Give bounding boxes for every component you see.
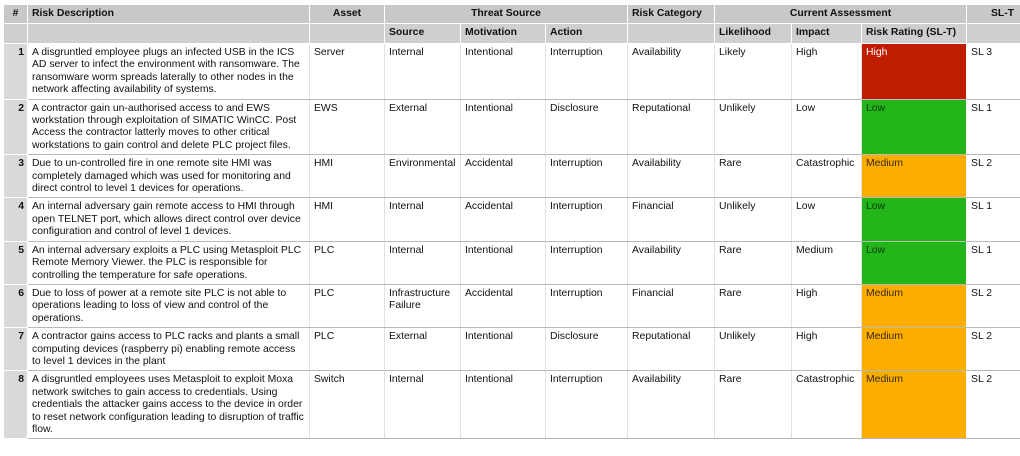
subheader-empty: [967, 24, 1020, 44]
subheader-risk-rating: Risk Rating (SL-T): [862, 24, 967, 44]
impact-cell: Low: [792, 198, 862, 241]
asset-cell: Switch: [310, 371, 385, 439]
likelihood-cell: Unlikely: [715, 99, 792, 155]
asset-cell: PLC: [310, 284, 385, 327]
action-cell: Disclosure: [546, 99, 628, 155]
impact-cell: Low: [792, 99, 862, 155]
action-cell: Interruption: [546, 371, 628, 439]
likelihood-cell: Rare: [715, 155, 792, 198]
slt-cell: SL 1: [967, 99, 1020, 155]
slt-cell: SL 2: [967, 284, 1020, 327]
risk-description-cell: Due to un-controlled fire in one remote site HMI was completely damaged which was used for monitoring and direct control to level 1 devices for operations.: [28, 155, 310, 198]
subheader-row: [4, 24, 1020, 44]
impact-cell: Medium: [792, 241, 862, 284]
action-cell: Interruption: [546, 241, 628, 284]
subheader-empty: [4, 24, 28, 44]
slt-cell: SL 2: [967, 371, 1020, 439]
risk-rating-cell: Medium: [862, 371, 967, 439]
source-cell: Internal: [385, 241, 461, 284]
table-row: [4, 328, 1020, 371]
asset-cell: Server: [310, 44, 385, 100]
table-row: [4, 371, 1020, 439]
likelihood-cell: Unlikely: [715, 328, 792, 371]
source-cell: Internal: [385, 371, 461, 439]
risk-description-cell: A contractor gain un-authorised access to and EWS workstation through exploitation of SIMATIC WinCC. Post Access the contractor latterly moves to other critical workstations to gain control and delete PLC project files.: [28, 99, 310, 155]
header-slt: SL-T: [967, 5, 1020, 24]
source-cell: External: [385, 99, 461, 155]
slt-cell: SL 3: [967, 44, 1020, 100]
risk-rows: [4, 44, 1020, 439]
header-risk-description: Risk Description: [28, 5, 310, 24]
header-asset: Asset: [310, 5, 385, 24]
motivation-cell: Intentional: [461, 328, 546, 371]
risk-description-cell: A disgruntled employee plugs an infected USB in the ICS AD server to infect the environment with ransomware. The ransomware worm spreads laterally to other nodes in the network affecting availability of systems.: [28, 44, 310, 100]
row-number: 4: [4, 198, 28, 241]
risk-category-cell: Financial: [628, 284, 715, 327]
subheader-impact: Impact: [792, 24, 862, 44]
row-number: 2: [4, 99, 28, 155]
risk-category-cell: Availability: [628, 371, 715, 439]
source-cell: Internal: [385, 198, 461, 241]
row-number: 1: [4, 44, 28, 100]
risk-description-cell: A contractor gains access to PLC racks and plants a small computing devices (raspberry pi) enabling remote access to level 1 devices in the plant: [28, 328, 310, 371]
row-number: 3: [4, 155, 28, 198]
row-number: 8: [4, 371, 28, 439]
subheader-action: Action: [546, 24, 628, 44]
risk-description-cell: A disgruntled employees uses Metasploit to exploit Moxa network switches to gain access to credentials. Using credentials the attacker gains access to the device in order to reset network configuration leading to disruption of traffic flow.: [28, 371, 310, 439]
slt-cell: SL 2: [967, 328, 1020, 371]
risk-rating-cell: Low: [862, 99, 967, 155]
table-row: [4, 198, 1020, 241]
impact-cell: Catastrophic: [792, 155, 862, 198]
risk-category-cell: Financial: [628, 198, 715, 241]
header-row: [4, 5, 1020, 24]
source-cell: Infrastructure Failure: [385, 284, 461, 327]
asset-cell: HMI: [310, 198, 385, 241]
asset-cell: PLC: [310, 328, 385, 371]
risk-category-cell: Availability: [628, 44, 715, 100]
likelihood-cell: Rare: [715, 284, 792, 327]
impact-cell: High: [792, 44, 862, 100]
motivation-cell: Accidental: [461, 198, 546, 241]
impact-cell: High: [792, 284, 862, 327]
header-current-assessment: Current Assessment: [715, 5, 967, 24]
risk-rating-cell: High: [862, 44, 967, 100]
risk-category-cell: Reputational: [628, 328, 715, 371]
row-number: 7: [4, 328, 28, 371]
motivation-cell: Intentional: [461, 371, 546, 439]
row-number: 6: [4, 284, 28, 327]
risk-category-cell: Reputational: [628, 99, 715, 155]
table-row: [4, 241, 1020, 284]
subheader-source: Source: [385, 24, 461, 44]
header-number: #: [4, 5, 28, 24]
risk-description-cell: An internal adversary exploits a PLC using Metasploit PLC Remote Memory Viewer. the PLC is responsible for controlling the temperature for safe operations.: [28, 241, 310, 284]
row-number: 5: [4, 241, 28, 284]
header-threat-source: Threat Source: [385, 5, 628, 24]
risk-assessment-table: [3, 4, 1020, 439]
likelihood-cell: Rare: [715, 241, 792, 284]
risk-category-cell: Availability: [628, 155, 715, 198]
risk-rating-cell: Medium: [862, 155, 967, 198]
risk-rating-cell: Medium: [862, 328, 967, 371]
source-cell: Internal: [385, 44, 461, 100]
asset-cell: EWS: [310, 99, 385, 155]
asset-cell: PLC: [310, 241, 385, 284]
slt-cell: SL 1: [967, 198, 1020, 241]
source-cell: External: [385, 328, 461, 371]
motivation-cell: Accidental: [461, 155, 546, 198]
motivation-cell: Accidental: [461, 284, 546, 327]
slt-cell: SL 2: [967, 155, 1020, 198]
table-row: [4, 284, 1020, 327]
risk-description-cell: Due to loss of power at a remote site PLC is not able to operations leading to loss of view and control of the operations.: [28, 284, 310, 327]
action-cell: Interruption: [546, 284, 628, 327]
subheader-empty: [310, 24, 385, 44]
slt-cell: SL 1: [967, 241, 1020, 284]
likelihood-cell: Likely: [715, 44, 792, 100]
table-row: [4, 99, 1020, 155]
header-risk-category: Risk Category: [628, 5, 715, 24]
risk-rating-cell: Low: [862, 241, 967, 284]
action-cell: Disclosure: [546, 328, 628, 371]
table-row: [4, 44, 1020, 100]
impact-cell: High: [792, 328, 862, 371]
risk-rating-cell: Low: [862, 198, 967, 241]
subheader-motivation: Motivation: [461, 24, 546, 44]
source-cell: Environmental: [385, 155, 461, 198]
action-cell: Interruption: [546, 44, 628, 100]
subheader-empty: [628, 24, 715, 44]
motivation-cell: Intentional: [461, 44, 546, 100]
asset-cell: HMI: [310, 155, 385, 198]
impact-cell: Catastrophic: [792, 371, 862, 439]
table-row: [4, 155, 1020, 198]
motivation-cell: Intentional: [461, 241, 546, 284]
likelihood-cell: Rare: [715, 371, 792, 439]
motivation-cell: Intentional: [461, 99, 546, 155]
risk-description-cell: An internal adversary gain remote access to HMI through open TELNET port, which allows direct control over device configuration and control of level 1 devices.: [28, 198, 310, 241]
action-cell: Interruption: [546, 155, 628, 198]
risk-category-cell: Availability: [628, 241, 715, 284]
likelihood-cell: Unlikely: [715, 198, 792, 241]
action-cell: Interruption: [546, 198, 628, 241]
risk-rating-cell: Medium: [862, 284, 967, 327]
subheader-likelihood: Likelihood: [715, 24, 792, 44]
subheader-empty: [28, 24, 310, 44]
